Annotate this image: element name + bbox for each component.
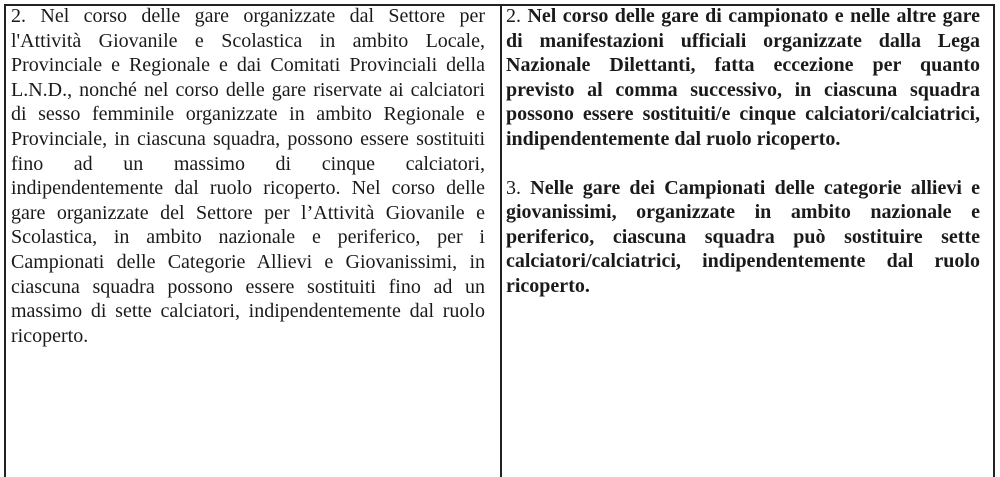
right-paragraph-2 [506,4,980,152]
column-divider [500,6,502,477]
right-paragraph-3-number: 3. [506,176,521,199]
right-paragraph-3 [506,176,980,299]
right-paragraph-3-text: Nelle gare dei Campionati delle categorie allievi e giovanissimi, organizzate in ambito nazionale e periferico, ciascuna squadra può sostituire sette calciatori/calciatrici, indipendentemente dal ruolo ricoperto. [506,176,981,297]
left-paragraph-2: 2. Nel corso delle gare organizzate dal Settore per l'Attività Giovanile e Scolastica in ambito Locale, Provinciale e Regionale e dai Comitati Provinciali della L.N.D., nonché nel corso delle gare riservate ai calciatori di sesso femminile organizzate in ambito Regionale e Provinciale, in ciascuna squadra, possono essere sostituiti fino ad un massimo di cinque calciatori, indipendentemente dal ruolo ricoperto. Nel corso delle gare organizzate del Settore per l’Attività Giovanile e Scolastica, in ambito nazionale e periferico, per i Campionati delle Categorie Allievi e Giovanissimi, in ciascuna squadra possono essere sostituiti fino ad un massimo di sette calciatori, indipendentemente dal ruolo ricoperto. [11,5,485,347]
right-paragraph-2-text: Nel corso delle gare di campionato e nelle altre gare di manifestazioni ufficiali organizzate dalla Lega Nazionale Dilettanti, fatta eccezione per quanto previsto al comma successivo, in ciascuna squadra possono essere sostituiti/e cinque calciatori/calciatrici, indipendentemente dal ruolo ricoperto. [506,5,980,150]
left-column-cell [11,4,485,348]
paragraph-spacer [506,152,980,176]
right-paragraph-2-number: 2. [506,5,521,27]
right-column-cell [506,4,980,299]
